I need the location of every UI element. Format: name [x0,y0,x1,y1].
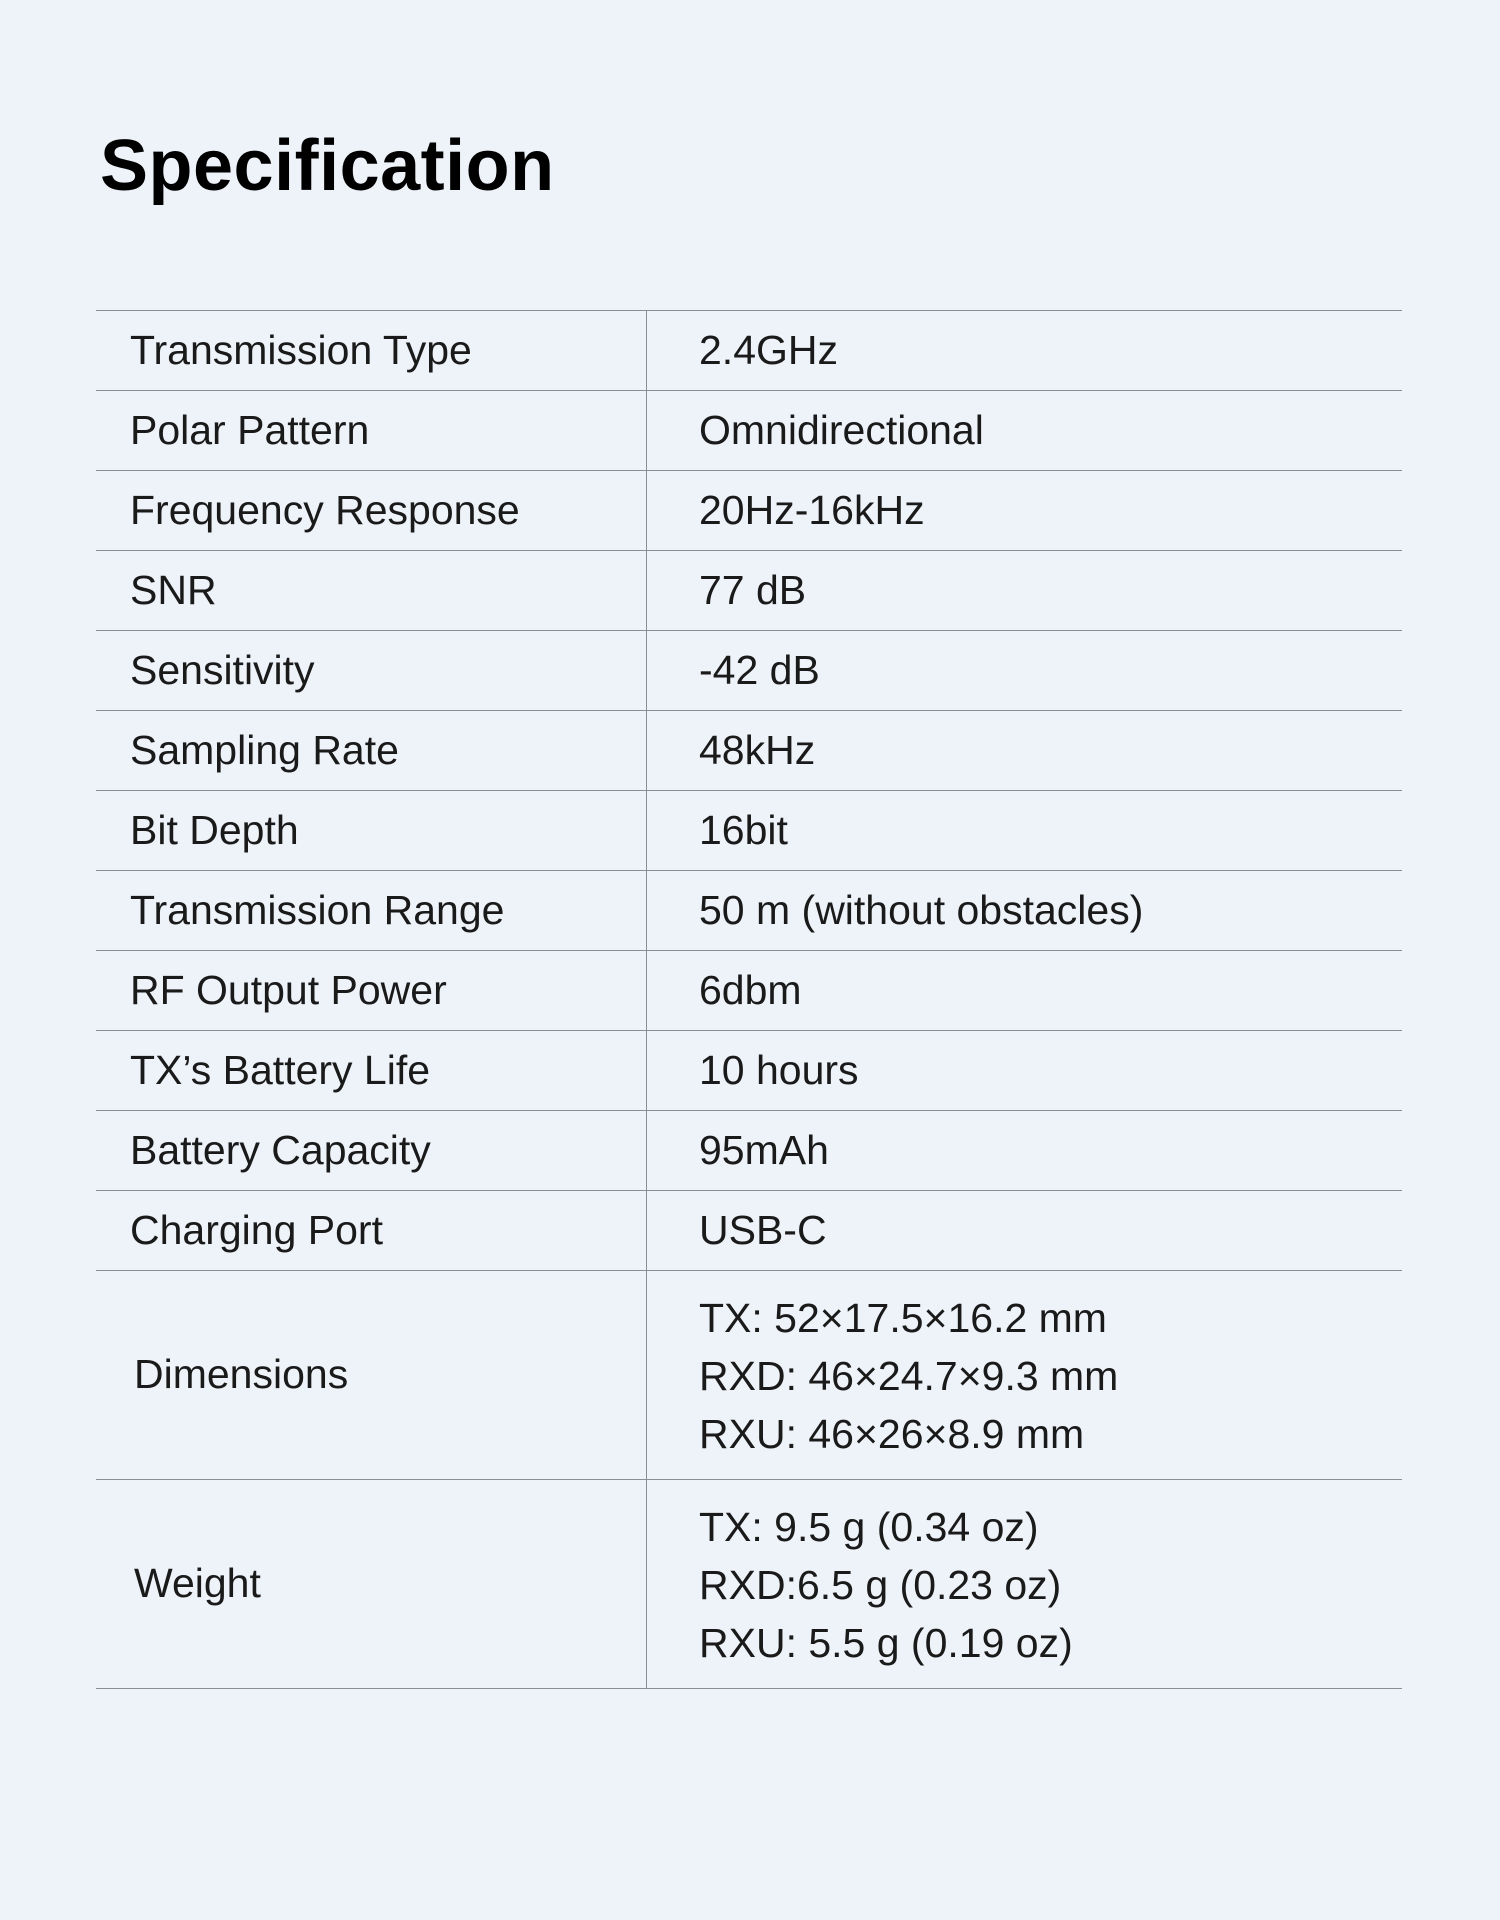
spec-row [96,791,1402,871]
spec-value [647,471,1403,551]
spec-value-line: 50 m (without obstacles) [699,886,1144,933]
spec-value-line: RXD:6.5 g (0.23 oz) [699,1562,1062,1608]
spec-label: Charging Port [96,1191,647,1271]
spec-value [647,951,1403,1031]
spec-row [96,1191,1402,1271]
spec-value-line: TX: 52×17.5×16.2 mm [699,1295,1107,1341]
spec-label: TX’s Battery Life [96,1031,647,1111]
spec-value-line: 77 dB [699,566,807,613]
page-title: Specification [100,126,555,206]
spec-label: Polar Pattern [96,391,647,471]
spec-label: Transmission Type [96,311,647,391]
spec-label: Sampling Rate [96,711,647,791]
spec-value [647,1191,1403,1271]
spec-row [96,1031,1402,1111]
spec-row [96,551,1402,631]
spec-value [647,1111,1403,1191]
spec-label: SNR [96,551,647,631]
spec-row [96,391,1402,471]
spec-value-line: 20Hz-16kHz [699,486,925,533]
spec-value-line: RXU: 46×26×8.9 mm [699,1411,1085,1457]
spec-value-line: RXU: 5.5 g (0.19 oz) [699,1620,1073,1666]
spec-label: Bit Depth [96,791,647,871]
spec-table [96,310,1402,1689]
spec-value-line: 2.4GHz [699,326,838,373]
spec-value [647,551,1403,631]
spec-value [647,871,1403,951]
spec-table-body [96,311,1402,1689]
spec-row [96,631,1402,711]
spec-label: Weight [96,1480,647,1689]
spec-row [96,711,1402,791]
spec-label: RF Output Power [96,951,647,1031]
spec-value [647,391,1403,471]
spec-label: Dimensions [96,1271,647,1480]
spec-value-line: 16bit [699,806,788,853]
spec-label: Sensitivity [96,631,647,711]
spec-value-line: -42 dB [699,646,820,693]
spec-label: Frequency Response [96,471,647,551]
spec-value-line: 95mAh [699,1126,829,1173]
spec-value [647,631,1403,711]
spec-label: Battery Capacity [96,1111,647,1191]
spec-value-line: USB-C [699,1206,827,1253]
spec-value-line: RXD: 46×24.7×9.3 mm [699,1353,1119,1399]
spec-value [647,1031,1403,1111]
spec-value [647,311,1403,391]
spec-value [647,711,1403,791]
spec-value-line: 6dbm [699,966,802,1013]
spec-row [96,1271,1402,1480]
spec-row [96,871,1402,951]
spec-value [647,1480,1403,1689]
spec-value [647,1271,1403,1480]
spec-value-line: 10 hours [699,1046,859,1093]
spec-row [96,1480,1402,1689]
spec-value [647,791,1403,871]
spec-row [96,951,1402,1031]
spec-value-line: TX: 9.5 g (0.34 oz) [699,1504,1039,1550]
spec-value-line: 48kHz [699,726,816,773]
spec-row [96,1111,1402,1191]
spec-value-line: Omnidirectional [699,406,984,453]
spec-label: Transmission Range [96,871,647,951]
spec-row [96,471,1402,551]
spec-row [96,311,1402,391]
